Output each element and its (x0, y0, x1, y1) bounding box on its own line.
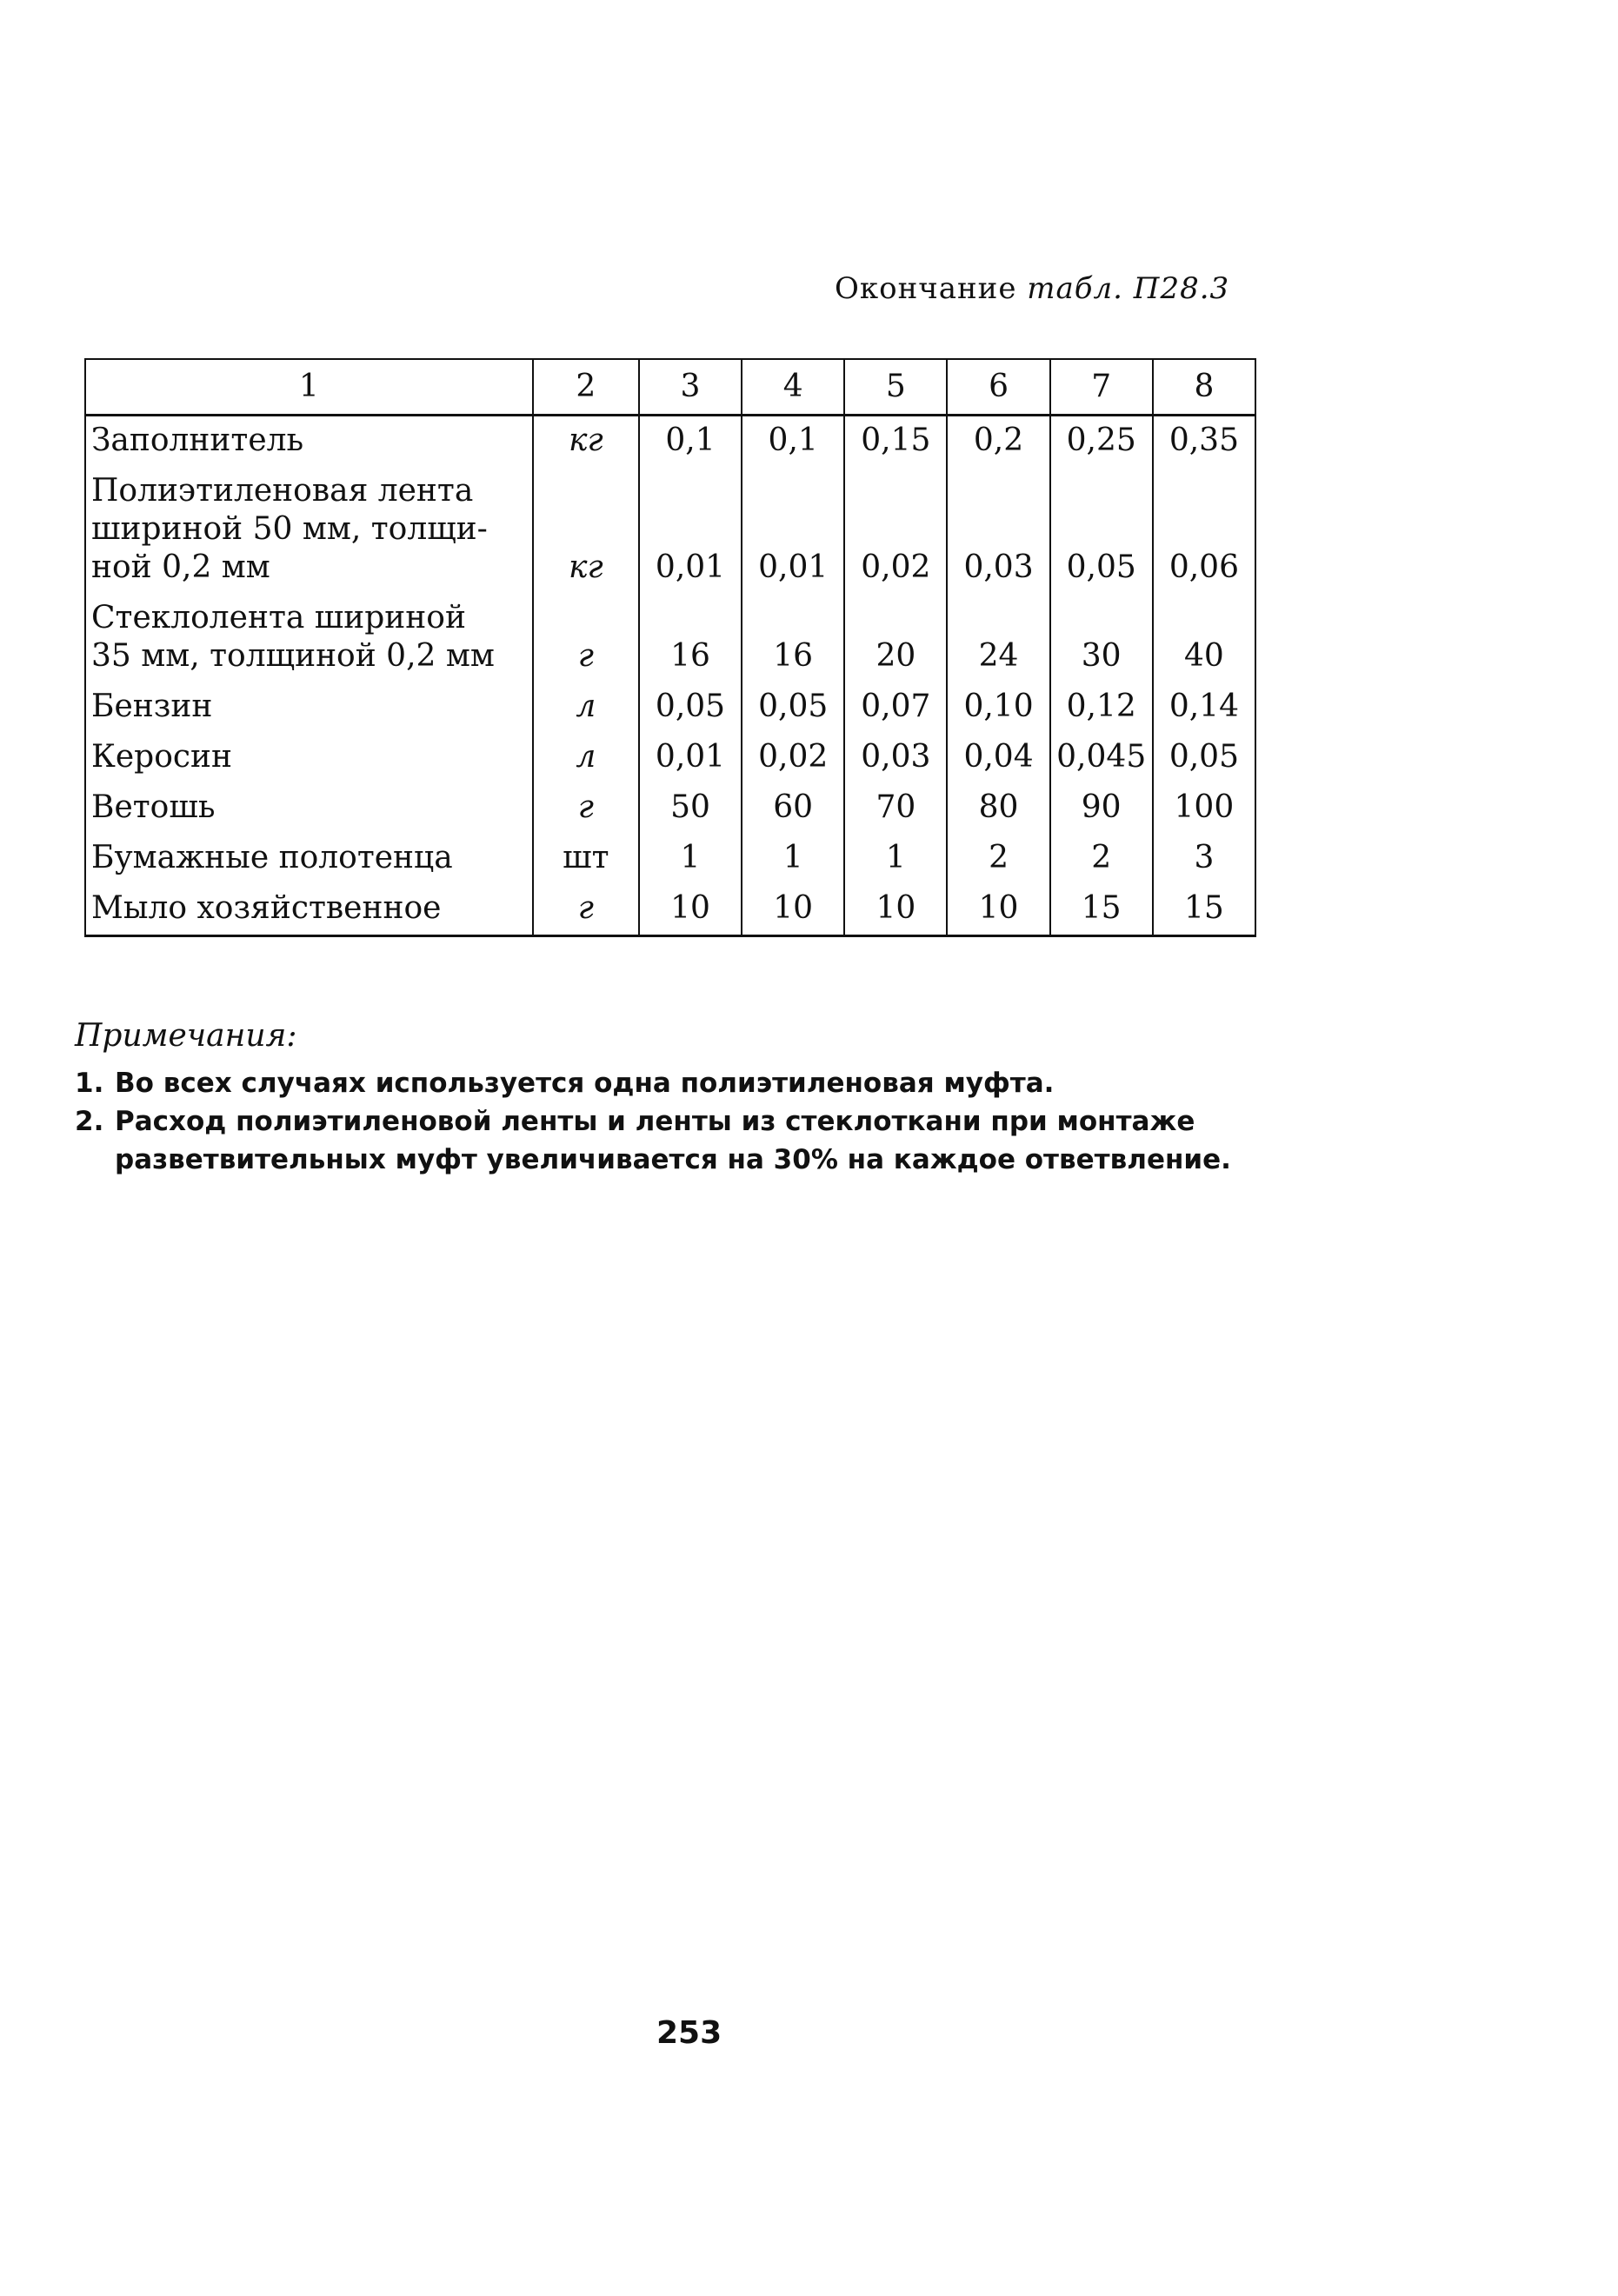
unit-cell: л (533, 682, 639, 733)
table-row (85, 594, 1255, 682)
value-cell: 0,05 (1050, 467, 1153, 594)
value-cell: 0,01 (639, 733, 742, 783)
value-cell: 0,01 (639, 467, 742, 594)
material-name-cell (85, 783, 533, 834)
value-cell: 70 (844, 783, 947, 834)
value-cell: 0,14 (1153, 682, 1255, 733)
value-cell: 10 (742, 884, 844, 936)
value-cell: 0,2 (947, 416, 1049, 468)
value-cell: 0,1 (639, 416, 742, 468)
value-cell: 100 (1153, 783, 1255, 834)
table-row (85, 783, 1255, 834)
value-cell: 0,35 (1153, 416, 1255, 468)
caption-suffix: табл. П28.3 (1027, 271, 1230, 306)
note-text: Расход полиэтиленовой ленты и ленты из стеклоткани при монтаже разветвительных муфт увеличивается на 30% на каждое ответвление. (115, 1106, 1231, 1175)
unit-cell: кг (533, 416, 639, 468)
note-item (75, 1064, 1275, 1102)
value-cell: 15 (1050, 884, 1153, 936)
value-cell: 0,05 (1153, 733, 1255, 783)
table-row (85, 733, 1255, 783)
value-cell: 0,10 (947, 682, 1049, 733)
value-cell: 10 (844, 884, 947, 936)
material-name-line: Стеклолента шириной (91, 600, 466, 636)
material-name-cell (85, 682, 533, 733)
table-row (85, 682, 1255, 733)
header-cell: 7 (1050, 359, 1153, 416)
value-cell: 0,1 (742, 416, 844, 468)
table-row (85, 416, 1255, 468)
unit-cell: г (533, 783, 639, 834)
material-name-line: Полиэтиленовая лента (91, 473, 474, 509)
value-cell: 10 (639, 884, 742, 936)
notes-section (75, 1017, 1275, 1179)
value-cell: 2 (947, 834, 1049, 884)
page-number: 253 (656, 2015, 722, 2051)
note-number: 1. (75, 1068, 104, 1099)
header-cell: 5 (844, 359, 947, 416)
note-text: Во всех случаях используется одна полиэтиленовая муфта. (115, 1068, 1055, 1099)
value-cell: 16 (742, 594, 844, 682)
unit-cell: л (533, 733, 639, 783)
value-cell: 0,01 (742, 467, 844, 594)
value-cell: 0,03 (947, 467, 1049, 594)
note-item (75, 1102, 1275, 1179)
material-name-line: Ветошь (91, 789, 216, 825)
value-cell: 1 (844, 834, 947, 884)
value-cell: 30 (1050, 594, 1153, 682)
material-name-cell (85, 834, 533, 884)
value-cell: 3 (1153, 834, 1255, 884)
value-cell: 90 (1050, 783, 1153, 834)
note-number: 2. (75, 1106, 104, 1137)
value-cell: 20 (844, 594, 947, 682)
value-cell: 15 (1153, 884, 1255, 936)
value-cell: 0,25 (1050, 416, 1153, 468)
caption-prefix: Окончание (835, 271, 1017, 306)
header-cell: 1 (85, 359, 533, 416)
material-name-line: 35 мм, толщиной 0,2 мм (91, 638, 495, 674)
table-row (85, 884, 1255, 936)
table-body (85, 416, 1255, 936)
value-cell: 0,15 (844, 416, 947, 468)
material-name-line: Бумажные полотенца (91, 840, 453, 875)
header-cell: 3 (639, 359, 742, 416)
material-name-line: ной 0,2 мм (91, 549, 270, 585)
material-name-line: Бензин (91, 689, 213, 724)
value-cell: 1 (639, 834, 742, 884)
value-cell: 0,045 (1050, 733, 1153, 783)
table-caption (835, 271, 1229, 306)
material-name-cell (85, 594, 533, 682)
value-cell: 0,05 (639, 682, 742, 733)
value-cell: 10 (947, 884, 1049, 936)
material-name-line: Заполнитель (91, 423, 304, 458)
value-cell: 0,12 (1050, 682, 1153, 733)
table-row (85, 834, 1255, 884)
value-cell: 0,05 (742, 682, 844, 733)
header-cell: 4 (742, 359, 844, 416)
value-cell: 0,02 (844, 467, 947, 594)
material-name-cell (85, 884, 533, 936)
material-name-cell (85, 733, 533, 783)
value-cell: 2 (1050, 834, 1153, 884)
material-name-line: шириной 50 мм, толщи- (91, 511, 488, 547)
value-cell: 24 (947, 594, 1049, 682)
material-name-cell (85, 467, 533, 594)
value-cell: 80 (947, 783, 1049, 834)
table-row (85, 467, 1255, 594)
value-cell: 0,07 (844, 682, 947, 733)
materials-table (84, 358, 1256, 937)
notes-title: Примечания: (75, 1018, 297, 1054)
unit-cell: г (533, 884, 639, 936)
value-cell: 40 (1153, 594, 1255, 682)
material-name-cell (85, 416, 533, 468)
value-cell: 60 (742, 783, 844, 834)
header-cell: 2 (533, 359, 639, 416)
value-cell: 50 (639, 783, 742, 834)
header-cell: 8 (1153, 359, 1255, 416)
value-cell: 1 (742, 834, 844, 884)
value-cell: 0,03 (844, 733, 947, 783)
unit-cell: г (533, 594, 639, 682)
unit-cell: кг (533, 467, 639, 594)
table-header-row (85, 359, 1255, 416)
value-cell: 16 (639, 594, 742, 682)
value-cell: 0,04 (947, 733, 1049, 783)
header-cell: 6 (947, 359, 1049, 416)
unit-cell: шт (533, 834, 639, 884)
value-cell: 0,02 (742, 733, 844, 783)
material-name-line: Мыло хозяйственное (91, 890, 442, 926)
material-name-line: Керосин (91, 739, 233, 775)
value-cell: 0,06 (1153, 467, 1255, 594)
